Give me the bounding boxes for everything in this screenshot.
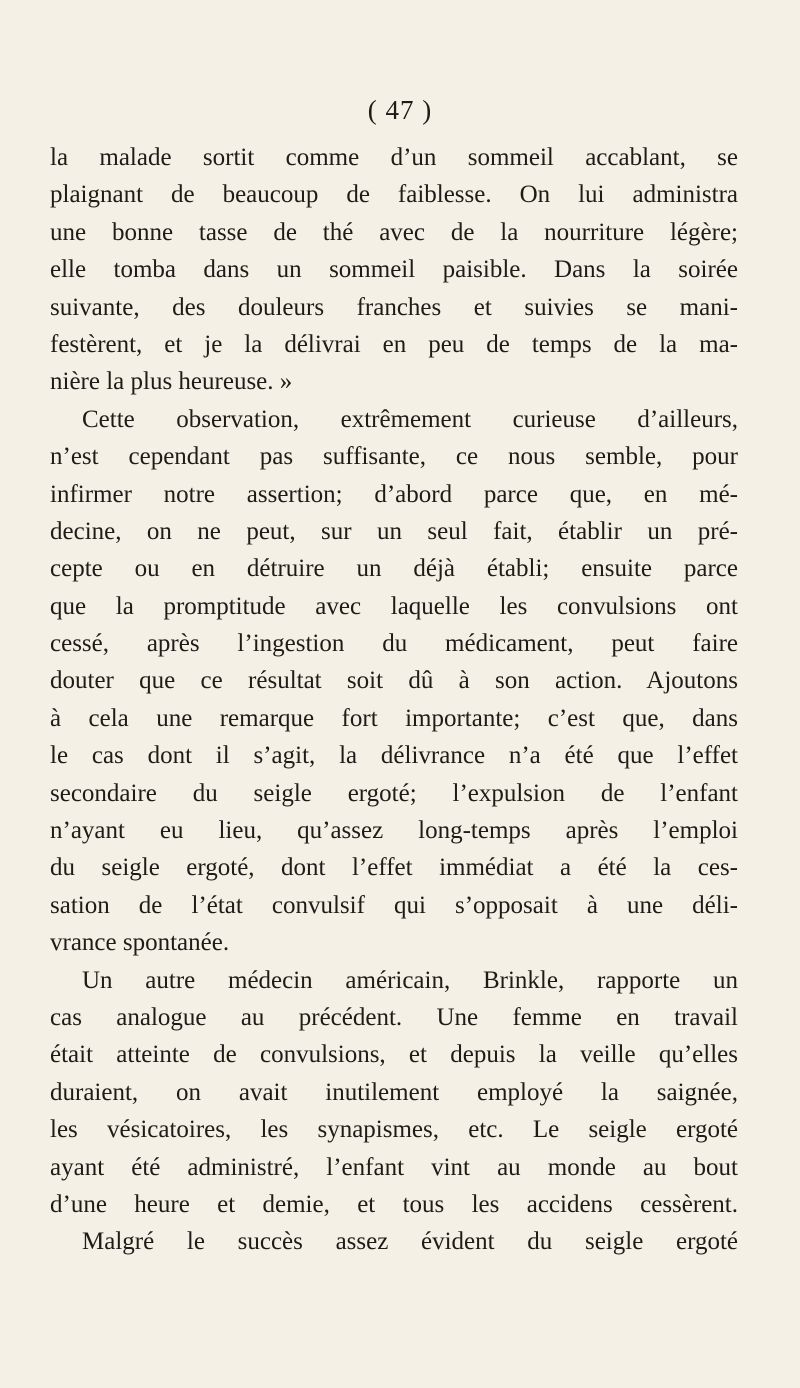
text-line: Malgré le succès assez évident du seigle ergoté — [82, 1228, 738, 1256]
text-line: du seigle ergoté, dont l’effet immédiat a été la ces- — [50, 854, 738, 882]
text-line: d’une heure et demie, et tous les accidens cessèrent. — [50, 1190, 738, 1218]
text-line: douter que ce résultat soit dû à son action. Ajoutons — [50, 667, 738, 695]
text-line: cepte ou en détruire un déjà établi; ensuite parce — [50, 555, 738, 583]
text-line: duraient, on avait inutilement employé la saignée, — [50, 1078, 738, 1106]
text-line: decine, on ne peut, sur un seul fait, établir un pré- — [50, 517, 738, 545]
text-line: à cela une remarque fort importante; c’est que, dans — [50, 704, 738, 732]
text-line: infirmer notre assertion; d’abord parce que, en mé- — [50, 480, 738, 508]
text-line: Un autre médecin américain, Brinkle, rapporte un — [82, 966, 738, 994]
text-line: plaignant de beaucoup de faiblesse. On lui administra — [50, 181, 738, 209]
text-line: vrance spontanée. — [50, 929, 230, 957]
text-line: cas analogue au précédent. Une femme en travail — [50, 1003, 738, 1031]
text-line: elle tomba dans un sommeil paisible. Dans la soirée — [50, 256, 738, 284]
text-line: le cas dont il s’agit, la délivrance n’a été que l’effet — [50, 742, 738, 770]
text-line: la malade sortit comme d’un sommeil accablant, se — [50, 144, 738, 171]
text-line: ayant été administré, l’enfant vint au monde au bout — [50, 1153, 738, 1181]
text-line: Cette observation, extrêmement curieuse d’ailleurs, — [82, 405, 738, 433]
text-line: n’ayant eu lieu, qu’assez long-temps après l’emploi — [50, 817, 738, 845]
text-line: suivante, des douleurs franches et suivies se mani- — [50, 293, 738, 321]
text-line: que la promptitude avec laquelle les convulsions ont — [50, 592, 738, 620]
text-line: les vésicatoires, les synapismes, etc. Le seigle ergoté — [50, 1116, 738, 1144]
text-line: une bonne tasse de thé avec de la nourriture légère; — [50, 218, 738, 246]
page-number: ( 47 ) — [367, 95, 433, 125]
text-line: secondaire du seigle ergoté; l’expulsion de l’enfant — [50, 779, 738, 807]
text-line: festèrent, et je la délivrai en peu de temps de la ma- — [50, 330, 738, 358]
text-line: nière la plus heureuse. » — [50, 368, 293, 396]
text-line: sation de l’état convulsif qui s’opposait à une déli- — [50, 891, 738, 919]
text-line: cessé, après l’ingestion du médicament, peut faire — [50, 630, 738, 658]
text-line: était atteinte de convulsions, et depuis la veille qu’elles — [50, 1041, 738, 1069]
text-line: n’est cependant pas suffisante, ce nous semble, pour — [50, 443, 738, 471]
body-text — [50, 139, 738, 1261]
